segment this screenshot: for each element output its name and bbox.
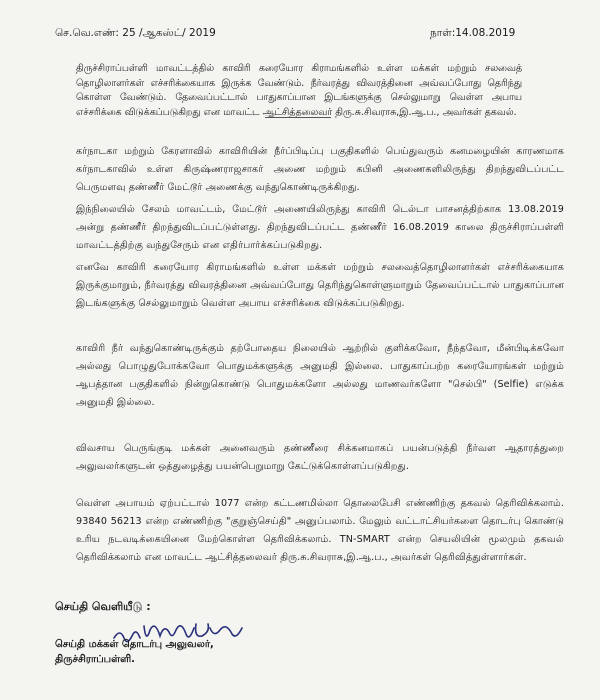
summary-paragraph: திருச்சிராப்பள்ளி மாவட்டத்தில் காவிரி கரையோர கிராமங்களில் உள்ள மக்கள் மற்றும் சலவைத் தொழிலாளர்கள் எச்சரிக்கையாக இருக்க வேண்டும். நீர்வரத்து விவரத்தினை அவ்வப்போது தெரிந்து கொள்ள வேண்டும். தேவைப்பட்டால் பாதுகாப்பான இடங்களுக்கு செல்லுமாறு வெள்ள அபாய எச்சரிக்கை விடுக்கப்படுகிறது என மாவட்ட ஆட்சித்தலைவர் திரு.சு.சிவராசு,இ.ஆ.ப., அவர்கள் தகவல். (76, 63, 522, 118)
signatory-title: செய்தி மக்கள் தொடர்பு அலுவலர், (55, 639, 214, 650)
body-paragraph-5: விவசாய பெருங்குடி மக்கள் அனைவரும் தண்ணீரை சிக்கனமாகப் பயன்படுத்தி நீர்வள ஆதாரத்துறை அலுவலர்களுடன் ஒத்துழைத்து பயன்பெறுமாறு கேட்டுக்கொள்ளப்படுகிறது. (76, 443, 564, 472)
signatory-block (55, 637, 214, 667)
release-label: செய்தி வெளியீடு : (55, 600, 151, 613)
summary-divider (265, 117, 331, 118)
signatory-location: திருச்சிராப்பள்ளி. (55, 654, 135, 665)
reference-number: செ.வெ.எண்: 25 /ஆகஸ்ட்/ 2019 (55, 27, 216, 39)
body-paragraph-2: இந்நிலையில் சேலம் மாவட்டம், மேட்டூர் அணையிலிருந்து காவிரி டெல்டா பாசனத்திற்காக 13.08.2019 அன்று தண்ணீர் திறந்துவிடப்பட்டுள்ளது. திறந்துவிடப்பட்ட தண்ணீர் 16.08.2019 காலை திருச்சிராப்பள்ளி மாவட்டத்திற்கு வந்துசேரும் என எதிர்பார்க்கப்படுகிறது. (76, 204, 564, 251)
body-paragraph-1: கர்நாடகா மற்றும் கேரளாவில் காவிரியின் நீர்ப்பிடிப்பு பகுதிகளில் பெய்துவரும் கனமழையின் காரணமாக கர்நாடகாவில் உள்ள கிருஷ்ணராஜசாகர் அணை மற்றும் கபினி அணைகளிலிருந்து திறந்துவிடப்பட்ட பெருமளவு தண்ணீர் மேட்டூர் அணைக்கு வந்துகொண்டிருக்கிறது. (76, 146, 564, 193)
body-paragraph-3: எனவே காவிரி கரையோர கிராமங்களில் உள்ள மக்கள் மற்றும் சலவைத்தொழிலாளர்கள் எச்சரிக்கையாக இருக்குமாறும், நீர்வரத்து விவரத்தினை அவ்வப்போது தெரிந்துகொள்ளுமாறும் தேவைப்பட்டால் பாதுகாப்பான இடங்களுக்கு செல்லுமாறும் வெள்ள அபாய எச்சரிக்கை விடுக்கப்படுகிறது. (76, 262, 564, 309)
body-paragraph-6: வெள்ள அபாயம் ஏற்பட்டால் 1077 என்ற கட்டணமில்லா தொலைபேசி எண்ணிற்கு தகவல் தெரிவிக்கலாம். 93840 56213 என்ற எண்ணிற்கு "குறுஞ்செய்தி" அனுப்பலாம். மேலும் வட்டாட்சியர்களை தொடர்பு கொண்டு உரிய நடவடிக்கையினை மேற்கொள்ள தெரிவிக்கலாம். TN-SMART என்ற செயலியின் மூலமும் தகவல் தெரிவிக்கலாம் என மாவட்ட ஆட்சித்தலைவர் திரு.சு.சிவராசு,இ.ஆ.ப., அவர்கள் தெரிவித்துள்ளார்கள். (76, 498, 564, 563)
body-paragraph-4: காவிரி நீர் வந்துகொண்டிருக்கும் தற்போதைய நிலையில் ஆற்றில் குளிக்கவோ, நீந்தவோ, மீன்பிடிக்கவோ அல்லது பொழுதுபோக்கவோ பொதுமக்களுக்கு அனுமதி இல்லை. பாதுகாப்பற்ற கரையோரங்கள் மற்றும் ஆபத்தான பகுதிகளில் நின்றுகொண்டு பொதுமக்களோ அல்லது மாணவர்களோ "செல்பி" (Selfie) எடுக்க அனுமதி இல்லை. (76, 343, 564, 408)
release-date: நாள்:14.08.2019 (430, 27, 516, 39)
